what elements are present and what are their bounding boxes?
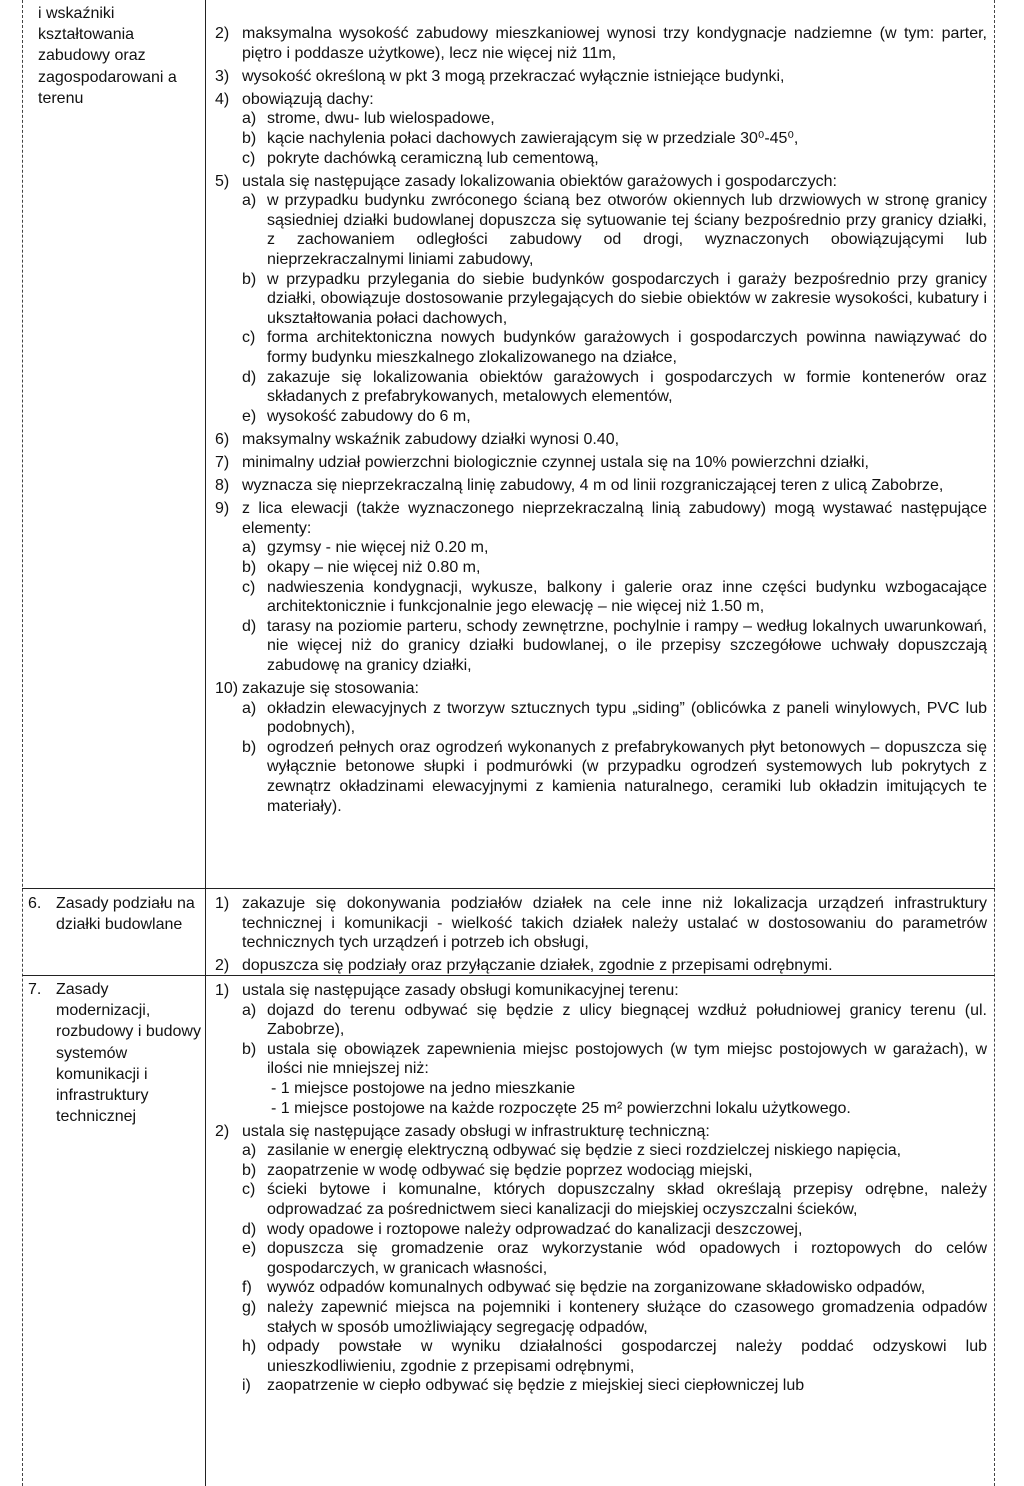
item-text: nadwieszenia kondygnacji, wykusze, balkony i galerie oraz inne części budynku wzbogacające architektonicznie i funkcjonalnie jego elewację – nie więcej niż 1.50 m, — [267, 578, 987, 616]
sub-list-item — [215, 1298, 987, 1337]
item-text: minimalny udział powierzchni biologicznie czynnej ustala się na 10% powierzchni działki, — [242, 453, 869, 471]
item-text: wywóz odpadów komunalnych odbywać się będzie na zorganizowane składowisko odpadów, — [267, 1279, 926, 1297]
row-content-cell — [215, 24, 987, 816]
item-marker: c) — [242, 578, 256, 596]
table-left-border — [22, 0, 23, 1486]
list-item — [215, 499, 987, 538]
sub-list-item — [215, 538, 987, 558]
item-marker: 1) — [215, 982, 230, 999]
item-marker: d) — [242, 617, 257, 635]
item-marker: 1) — [215, 895, 230, 912]
sub-list-item — [215, 1180, 987, 1219]
list-item — [215, 24, 987, 63]
item-text: ustala się obowiązek zapewnienia miejsc postojowych (w tym miejsc postojowych w garażach), w ilości nie mniejszej niż: — [267, 1040, 987, 1078]
sub-list-item — [215, 578, 987, 617]
item-marker: g) — [242, 1299, 257, 1316]
item-marker: b) — [242, 1040, 257, 1058]
item-marker: e) — [242, 1240, 257, 1258]
sub-list-item — [215, 1141, 987, 1161]
item-text: - 1 miejsce postojowe na każde rozpoczęte 25 m² powierzchni lokalu użytkowego. — [271, 1099, 851, 1117]
row-label: Zasady podziału na działki budowlane — [56, 895, 195, 934]
item-text: dopuszcza się gromadzenie oraz wykorzystanie wód opadowych i roztopowych do celów gospodarczych, w granicach własności, — [267, 1240, 987, 1277]
sub-list-item — [215, 1239, 987, 1278]
sub-list-item — [215, 1040, 987, 1079]
item-marker: 5) — [215, 172, 230, 190]
list-item — [215, 90, 987, 110]
item-text: wyznacza się nieprzekraczalną linię zabudowy, 4 m od linii rozgraniczającej teren z ulicą Zabobrze, — [242, 477, 944, 495]
item-text: wody opadowe i roztopowe należy odprowadzać do kanalizacji deszczowej, — [267, 1220, 803, 1238]
list-item — [215, 172, 987, 192]
item-marker: 9) — [215, 500, 230, 518]
item-marker: e) — [242, 407, 257, 425]
item-marker: f) — [242, 1279, 252, 1297]
item-marker: 6) — [215, 430, 230, 448]
document-page — [22, 0, 996, 1486]
item-marker: 7) — [215, 453, 230, 471]
item-text: odpady powstałe w wyniku działalności gospodarczej należy poddać odzyskowi lub unieszkodliwieniu, zgodnie z przepisami odrębnymi, — [267, 1338, 987, 1375]
item-marker: c) — [242, 1181, 256, 1199]
row-content-cell — [215, 981, 987, 1396]
item-text: zakazuje się stosowania: — [242, 680, 419, 697]
sub-list-item — [215, 1079, 987, 1099]
sub-list-item — [215, 368, 987, 407]
item-text: należy zapewnić miejsca na pojemniki i kontenery służące do czasowego gromadzenia odpadów stałych w sposób umożliwiający segregację odpadów, — [267, 1299, 987, 1336]
item-marker: i) — [242, 1377, 251, 1395]
item-text: ustala się następujące zasady obsługi komunikacyjnej terenu: — [242, 982, 679, 999]
list-item — [215, 476, 987, 496]
item-text: maksymalna wysokość zabudowy mieszkaniowej wynosi trzy kondygnacje nadziemne (w tym: parter, piętro i poddasze użytkowe), lecz nie więcej niż 11m, — [242, 25, 987, 62]
item-marker: c) — [242, 329, 256, 347]
item-text: dopuszcza się podziały oraz przyłączanie działek, zgodnie z przepisami odrębnymi. — [242, 957, 833, 975]
row-label: i wskaźniki kształtowania zabudowy oraz zagospodarowani a terenu — [38, 5, 177, 107]
sub-list-item — [215, 699, 987, 738]
row-label: Zasady modernizacji, rozbudowy i budowy systemów komunikacji i infrastruktury technicznej — [56, 981, 201, 1126]
item-text: zaopatrzenie w wodę odbywać się będzie poprzez wodociąg miejski, — [267, 1161, 753, 1179]
item-text: zakazuje się lokalizowania obiektów garażowych i gospodarczych w formie kontenerów oraz składanych z prefabrykowanych, metalowych elementów, — [267, 368, 987, 406]
item-text: ogrodzeń pełnych oraz ogrodzeń wykonanych z prefabrykowanych płyt betonowych – dopuszcza się wyłącznie betonowe słupki i podmurówki (w przypadku ogrodzeń systemowych lub pokrytych z zewnątrz okładzinami elewacyjnymi z kamienia naturalnego, ceramiki lub okładzin imitujących te materiały). — [267, 738, 987, 815]
table-right-border — [994, 0, 995, 1486]
item-marker: 2) — [215, 1122, 230, 1140]
sub-list-item — [215, 1220, 987, 1240]
item-text: okapy – nie więcej niż 0.80 m, — [267, 558, 481, 576]
item-text: wysokość określoną w pkt 3 mogą przekraczać wyłącznie istniejące budynki, — [242, 67, 785, 85]
list-item — [215, 430, 987, 450]
item-marker: 3) — [215, 67, 230, 85]
item-text: wysokość zabudowy do 6 m, — [267, 407, 471, 425]
sub-list-item — [215, 328, 987, 367]
column-divider — [205, 0, 206, 1486]
item-marker: b) — [242, 558, 257, 576]
sub-list-item — [215, 109, 987, 129]
item-text: w przypadku przylegania do siebie budynków gospodarczych i garaży bezpośrednio przy granicy działki, obowiązuje dostosowanie przylegających do siebie obiektów w zakresie wysokości, kubatury i ukształtowania połaci dachowych, — [267, 270, 987, 327]
item-text: strome, dwu- lub wielospadowe, — [267, 110, 495, 128]
item-marker: a) — [242, 539, 257, 557]
item-text: forma architektoniczna nowych budynków garażowych i gospodarczych powinna nawiązywać do formy budynku mieszkalnego zlokalizowanego na działce, — [267, 329, 987, 366]
sub-list-item — [215, 1337, 987, 1376]
list-item — [215, 1122, 987, 1142]
list-item — [215, 453, 987, 473]
item-marker: a) — [242, 1001, 257, 1019]
sub-list-item — [215, 270, 987, 329]
item-marker: a) — [242, 110, 257, 128]
item-marker: b) — [242, 1161, 257, 1179]
item-marker: b) — [242, 129, 257, 147]
row-divider — [22, 888, 995, 889]
item-text: zakazuje się dokonywania podziałów działek na cele inne niż lokalizacja urządzeń infrastruktury technicznej i komunikacji - wielkość takich działek należy ustalać w dostosowaniu do parametrów technicznych tych urządzeń i potrzeb ich obsługi, — [242, 895, 987, 952]
item-marker: a) — [242, 699, 257, 717]
item-marker: b) — [242, 270, 257, 288]
sub-list-item — [215, 1099, 987, 1119]
list-item — [215, 894, 987, 953]
item-marker: h) — [242, 1338, 257, 1356]
sub-list-item — [215, 738, 987, 816]
item-text: ustala się następujące zasady lokalizowania obiektów garażowych i gospodarczych: — [242, 172, 837, 190]
sub-list-item — [215, 558, 987, 578]
item-text: obowiązują dachy: — [242, 90, 374, 108]
item-marker: d) — [242, 368, 257, 386]
item-marker: 8) — [215, 477, 230, 495]
sub-list-item — [215, 191, 987, 269]
item-text: gzymsy - nie więcej niż 0.20 m, — [267, 539, 489, 557]
item-marker: 2) — [215, 25, 230, 42]
item-marker: 10) — [215, 680, 239, 697]
item-text: ścieki bytowe i komunalne, których dopuszczalny skład określają przepisy odrębne, należy odprowadzać za pośrednictwem sieci kanalizacji do miejskiej oczyszczalni ścieków, — [267, 1181, 987, 1219]
item-text: okładzin elewacyjnych z tworzyw sztucznych typu „siding” (oblicówka z paneli winylowych, PVC lub podobnych), — [267, 699, 987, 737]
item-text: kącie nachylenia połaci dachowych zawierającym się w przedziale 30⁰-45⁰, — [267, 129, 799, 147]
sub-list-item — [215, 1161, 987, 1181]
row-content-cell — [215, 894, 987, 976]
item-marker: a) — [242, 192, 257, 210]
item-text: zasilanie w energię elektryczną odbywać się będzie z sieci rozdzielczej niskiego napięcia, — [267, 1142, 902, 1160]
item-marker: d) — [242, 1220, 257, 1238]
item-marker: 2) — [215, 957, 230, 975]
item-text: zaopatrzenie w ciepło odbywać się będzie z miejskiej sieci ciepłowniczej lub — [267, 1377, 805, 1395]
list-item — [215, 679, 987, 699]
sub-list-item — [215, 1376, 987, 1396]
sub-list-item — [215, 1001, 987, 1040]
item-marker: 4) — [215, 90, 230, 108]
item-text: w przypadku budynku zwróconego ścianą bez otworów okiennych lub drzwiowych w stronę granicy sąsiedniej działki budowlanej dopuszcza się sytuowanie tej ściany bezpośrednio przy granicy działki, z zachowaniem odległości zabudowy od drogi, wyznaczonych obowiązującymi lub nieprzekraczalnymi liniami zabudowy, — [267, 192, 987, 269]
list-item — [215, 956, 987, 976]
item-marker: c) — [242, 149, 256, 167]
item-text: ustala się następujące zasady obsługi w infrastrukturę techniczną: — [242, 1122, 710, 1140]
item-text: z lica elewacji (także wyznaczonego nieprzekraczalną linią zabudowy) mogą wystawać następujące elementy: — [242, 500, 987, 537]
item-text: - 1 miejsce postojowe na jedno mieszkanie — [271, 1079, 576, 1097]
item-marker: a) — [242, 1142, 257, 1160]
item-text: pokryte dachówką ceramiczną lub cementową, — [267, 149, 599, 167]
sub-list-item — [215, 149, 987, 169]
sub-list-item — [215, 407, 987, 427]
item-marker: b) — [242, 738, 257, 756]
sub-list-item — [215, 617, 987, 676]
sub-list-item — [215, 129, 987, 149]
row-number: 6. — [28, 895, 42, 912]
list-item — [215, 981, 987, 1001]
item-text: dojazd do terenu odbywać się będzie z ulicy biegnącej wzdłuż południowej granicy terenu (ul. Zabobrze), — [267, 1001, 987, 1039]
row-number: 7. — [28, 981, 42, 998]
list-item — [215, 67, 987, 87]
sub-list-item — [215, 1278, 987, 1298]
item-text: tarasy na poziomie parteru, schody zewnętrzne, pochylnie i rampy – według lokalnych uwarunkowań, nie więcej niż do granicy działki budowlanej, o ile przepisy szczegółowe uchwały dopuszczają zabudowę na granicy działki, — [267, 617, 987, 674]
item-text: maksymalny wskaźnik zabudowy działki wynosi 0.40, — [242, 430, 620, 448]
